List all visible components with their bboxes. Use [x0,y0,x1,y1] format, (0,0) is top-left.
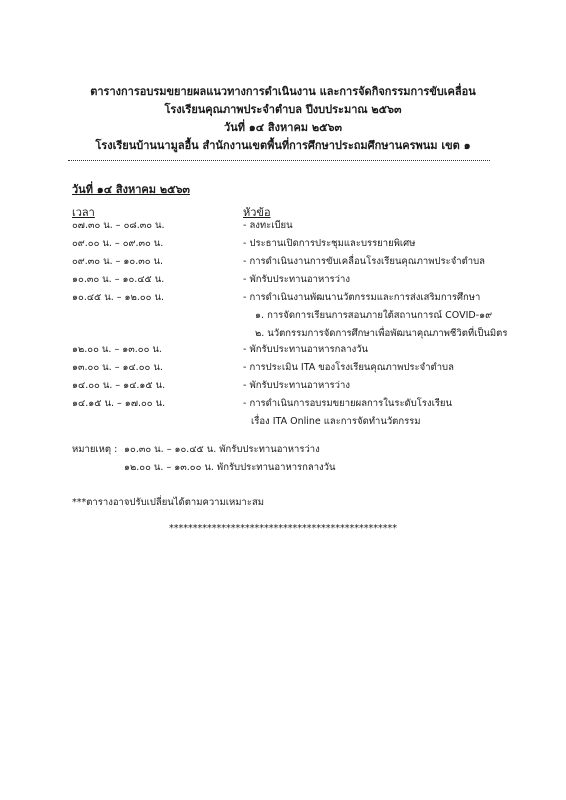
schedule-time: ๑๔.๐๐ น. – ๑๔.๑๕ น. [72,380,166,391]
schedule-topic: - พักรับประทานอาหารว่าง [243,274,350,285]
schedule-topic: - พักรับประทานอาหารว่าง [243,380,350,391]
schedule-time: ๑๐.๔๕ น. – ๑๒.๐๐ น. [72,292,164,303]
schedule-time: ๑๒.๐๐ น. – ๑๓.๐๐ น. [72,344,162,355]
schedule-subtopic: ๒. นวัตกรรมการจัดการศึกษาเพื่อพัฒนาคุณภาพชีวิตที่เป็นมิตร [255,328,508,339]
note-label: หมายเหตุ : [72,444,118,455]
doc-title-date: วันที่ ๑๔ สิงหาคม ๒๕๖๓ [224,121,342,134]
doc-title-line2: โรงเรียนคุณภาพประจำตำบล ปีงบประมาณ ๒๕๖๓ [164,103,402,116]
schedule-topic: - ลงทะเบียน [243,220,293,231]
doc-title-school: โรงเรียนบ้านนามูลอื้น สำนักงานเขตพื้นที่การศึกษาประถมศึกษานครพนม เขต ๑ [95,139,471,152]
note-line-1: ๑๐.๓๐ น. – ๑๐.๔๕ น. พักรับประทานอาหารว่าง [124,444,320,455]
date-heading: วันที่ ๑๔ สิงหาคม ๒๕๖๓ [72,183,190,196]
schedule-subtopic: ๑. การจัดการเรียนการสอนภายใต้สถานการณ์ COVID-๑๙ [255,310,493,321]
schedule-time: ๑๐.๓๐ น. – ๑๐.๔๕ น. [72,274,165,285]
schedule-topic: - การดำเนินงานการขับเคลื่อนโรงเรียนคุณภาพประจำตำบล [243,256,485,267]
dotted-divider [68,160,490,161]
schedule-time: ๐๙.๓๐ น. – ๑๐.๓๐ น. [72,256,164,267]
schedule-time: ๑๓.๐๐ น. – ๑๔.๐๐ น. [72,362,163,373]
note-line-2: ๑๒.๐๐ น. – ๑๓.๐๐ น. พักรับประทานอาหารกลางวัน [124,462,336,473]
schedule-topic: - การดำเนินงานพัฒนานวัตกรรมและการส่งเสริมการศึกษา [243,292,481,303]
footnote: ***ตารางอาจปรับเปลี่ยนได้ตามความเหมาะสม [72,497,265,508]
schedule-time: ๐๗.๓๐ น. – ๐๘.๓๐ น. [72,220,165,231]
schedule-topic: - การประเมิน ITA ของโรงเรียนคุณภาพประจำตำบล [243,362,454,373]
time-column-header: เวลา [72,206,95,219]
schedule-topic: - ประธานเปิดการประชุมและบรรยายพิเศษ [243,238,416,249]
schedule-topic: - พักรับประทานอาหารกลางวัน [243,344,369,355]
end-mark: ************************************************ [169,523,397,534]
schedule-time: ๐๙.๐๐ น. – ๐๙.๓๐ น. [72,238,164,249]
schedule-topic: - การดำเนินการอบรมขยายผลการในระดับโรงเรียน [243,398,452,409]
doc-title-line1: ตารางการอบรมขยายผลแนวทางการดำเนินงาน และการจัดกิจกรรมการขับเคลื่อน [90,85,476,98]
topic-column-header: หัวข้อ [243,206,271,219]
schedule-time: ๑๔.๑๕ น. – ๑๗.๐๐ น. [72,398,166,409]
schedule-subtopic: เรื่อง ITA Online และการจัดทำนวัตกรรม [251,416,421,427]
